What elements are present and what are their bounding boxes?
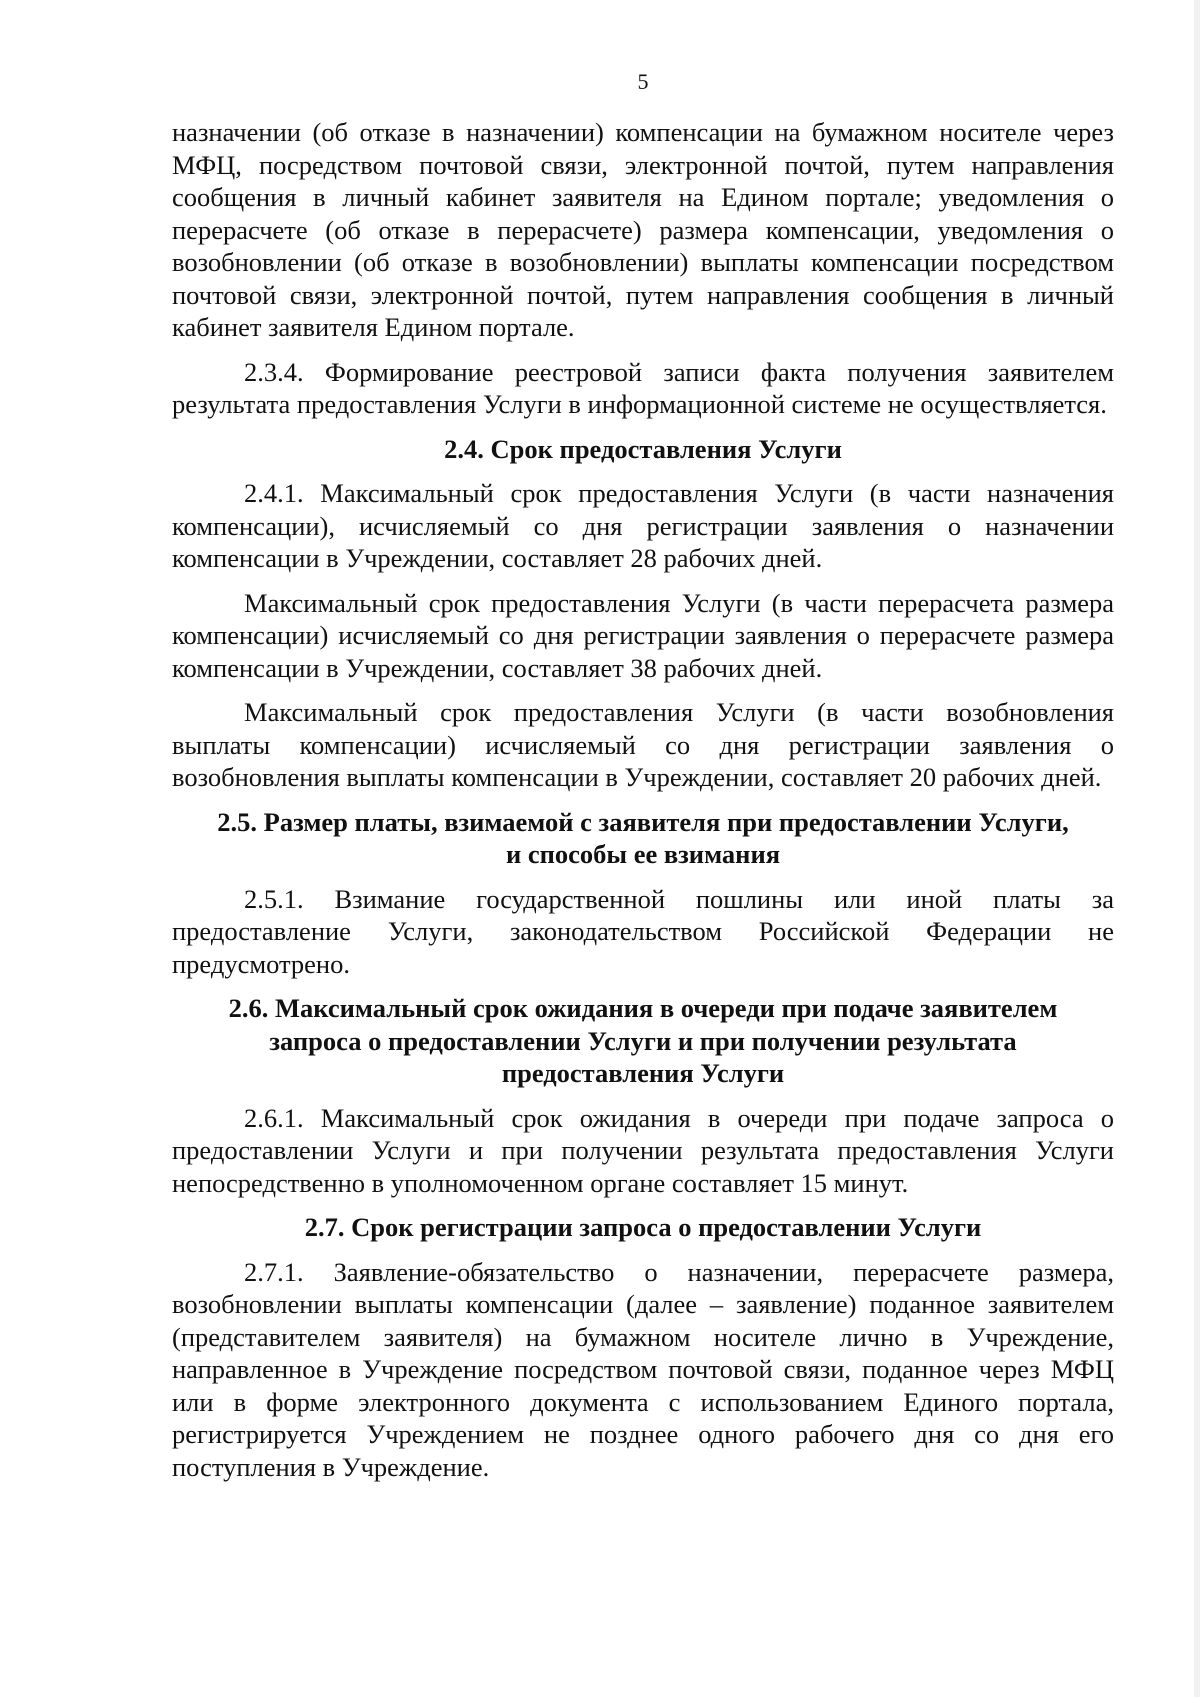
paragraph-resumption-term: Максимальный срок предоставления Услуги (в части возобновления выплаты компенсации) исчисляемый со дня регистрации заявления о возобновления выплаты компенсации в Учреждении, составляет 20 рабочих дней. [172, 697, 1114, 792]
page-edge-shadow [1194, 0, 1200, 1697]
paragraph-notification-methods: назначении (об отказе в назначении) компенсации на бумажном носителе через МФЦ, посредством почтовой связи, электронной почтой, путем направления сообщения в личный кабинет заявителя на Едином портале; уведомления о перерасчете (об отказе в перерасчете) размера компенсации, уведомления о возобновлении (об отказе в возобновлении) выплаты компенсации посредством почтовой связи, электронной почтой, путем направления сообщения в личный кабинет заявителя Едином портале. [172, 117, 1114, 342]
paragraph-2-6-1: 2.6.1. Максимальный срок ожидания в очереди при подаче запроса о предоставлении Услуги и при получении результата предоставления Услуги непосредственно в уполномоченном органе составляет 15 минут. [172, 1102, 1114, 1198]
heading-line: запроса о предоставлении Услуги и при получении результата [269, 1025, 1017, 1056]
paragraph-2-3-4: 2.3.4. Формирование реестровой записи факта получения заявителем результата предоставления Услуги в информационной системе не осуществляется. [172, 356, 1114, 419]
page-number: 5 [637, 69, 649, 94]
heading-line: 2.6. Максимальный срок ожидания в очереди при подаче заявителем [228, 993, 1058, 1023]
section-heading-2-6 [172, 992, 1114, 1090]
heading-line: 2.5. Размер платы, взимаемой с заявителя при предоставлении Услуги, [217, 806, 1069, 837]
paragraph-2-7-1: 2.7.1. Заявление-обязательство о назначении, перерасчете размера, возобновлении выплаты компенсации (далее – заявление) поданное заявителем (представителем заявителя) на бумажном носителе лично в Учреждение, направленное в Учреждение посредством почтовой связи, поданное через МФЦ или в форме электронного документа с использованием Единого портала, регистрируется Учреждением не позднее одного рабочего дня со дня его поступления в Учреждение. [172, 1256, 1114, 1482]
paragraph-2-5-1: 2.5.1. Взимание государственной пошлины или иной платы за предоставление Услуги, законодательством Российской Федерации не предусмотрено. [172, 883, 1114, 979]
section-heading-2-5 [172, 806, 1114, 871]
paragraph-2-4-1: 2.4.1. Максимальный срок предоставления Услуги (в части назначения компенсации), исчисляемый со дня регистрации заявления о назначении компенсации в Учреждении, составляет 28 рабочих дней. [172, 478, 1114, 573]
heading-line: и способы ее взимания [505, 839, 781, 869]
section-heading-2-4: 2.4. Срок предоставления Услуги [444, 433, 842, 464]
section-heading-2-7: 2.7. Срок регистрации запроса о предоставлении Услуги [304, 1212, 982, 1242]
heading-line: предоставления Услуги [501, 1058, 785, 1088]
paragraph-recalculation-term: Максимальный срок предоставления Услуги (в части перерасчета размера компенсации) исчисляемый со дня регистрации заявления о перерасчете размера компенсации в Учреждении, составляет 38 рабочих дней. [172, 587, 1114, 683]
